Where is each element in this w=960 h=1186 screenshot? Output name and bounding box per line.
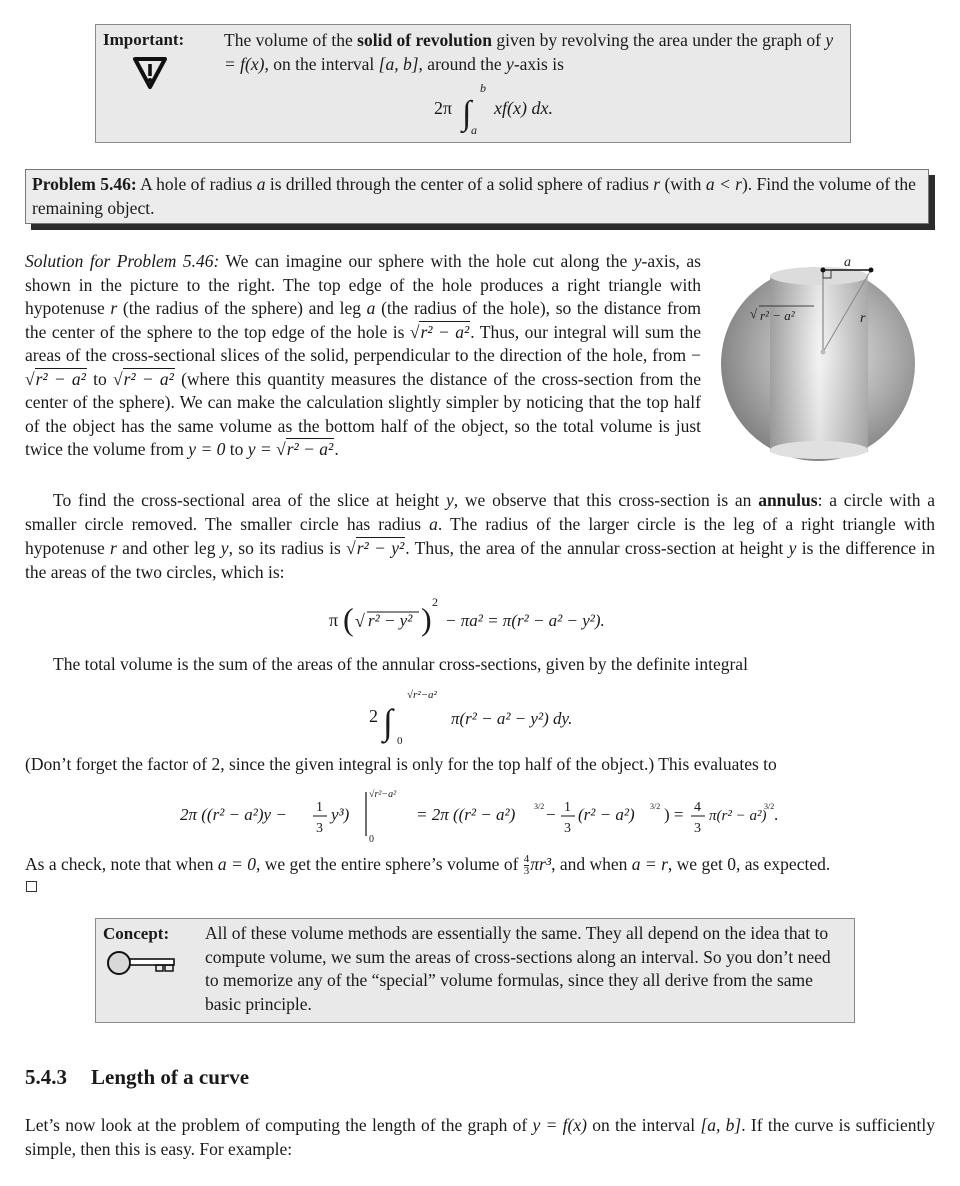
label-a: a: [844, 255, 851, 270]
sqrt-expression: √r² − a²: [276, 439, 334, 459]
svg-text:0: 0: [369, 834, 374, 845]
upper-limit: b: [480, 81, 486, 95]
svg-text:√: √: [355, 611, 365, 631]
factor-of-two-sentence: (Don’t forget the factor of 2, since the given integral is only for the top half of the object.) This evaluates to: [25, 754, 777, 774]
hole-cylinder: [770, 276, 868, 452]
annulus-area-equation: [325, 592, 635, 644]
problem-label: Problem 5.46:: [32, 174, 137, 194]
label-sqrt: r² − a²: [760, 308, 795, 323]
svg-text:2: 2: [432, 595, 438, 609]
key-icon: [106, 950, 178, 976]
svg-text:π(r² − a² − y²) dy.: π(r² − a² − y²) dy.: [451, 709, 573, 728]
important-side: [103, 28, 224, 136]
svg-text:1: 1: [316, 800, 323, 815]
important-callout: [95, 24, 851, 143]
four-thirds-fraction: $\frac{4}{3}$: [523, 853, 530, 878]
svg-text:4: 4: [694, 800, 701, 815]
svg-text:) =: ) =: [664, 805, 684, 824]
svg-text:√r²−a²: √r²−a²: [369, 789, 397, 800]
svg-text:(r² − a²): (r² − a²): [578, 805, 635, 824]
solution-label: Solution for Problem 5.46:: [25, 251, 220, 271]
label-sqrt-radical: √: [750, 306, 758, 321]
svg-text:π: π: [329, 610, 339, 630]
integrand: xf(x) dx.: [494, 98, 553, 118]
important-label: Important:: [103, 30, 185, 49]
concept-side: [103, 922, 205, 1016]
svg-text:= 2π ((r² − a²): = 2π ((r² − a²): [416, 805, 516, 824]
svg-text:3/2: 3/2: [534, 802, 545, 811]
important-main: [224, 28, 844, 136]
formula-coef: 2π: [434, 98, 453, 118]
concept-callout: [95, 918, 855, 1023]
svg-text:π(r² − a²): π(r² − a²): [709, 808, 767, 824]
solution-row: [25, 250, 935, 476]
sqrt-expression: √r² − y²: [346, 538, 405, 558]
svg-text:2: 2: [369, 706, 378, 726]
sqrt-expression: √r² − a²: [409, 321, 470, 342]
svg-text:): ): [421, 601, 432, 637]
sphere-with-hole-figure: [720, 254, 916, 476]
svg-text:3/2: 3/2: [764, 802, 775, 811]
concept-text: All of these volume methods are essentially the same. They all depend on the idea that to compute volume, we sum the areas of cross-sections along an interval. So you don’t need to memorize any of the “special” volume formulas, since they all derive from the same basic principle.: [205, 923, 831, 1014]
volume-integral-equation: [365, 684, 595, 748]
integral-sign: ∫: [462, 95, 472, 132]
section-heading: [25, 1063, 935, 1091]
lower-limit: a: [471, 123, 477, 136]
annulus-paragraph: To find the cross-sectional area of the slice at height y, we observe that this cross-section is an annulus: a circle with a smaller circle removed. The smaller circle has radius a. The radius of the larger circle is the leg of a right triangle with hypotenuse r and other leg y, so its radius is √r² − y². Thus, the area of the annular cross-section at height y is the difference in the areas of the two circles, which is:: [25, 490, 936, 582]
svg-text:√r²−a²: √r²−a²: [407, 689, 437, 701]
sqrt-expression: √r² − a²: [25, 368, 86, 389]
svg-text:r² − y²: r² − y²: [368, 611, 413, 630]
sqrt-expression: √r² − a²: [112, 368, 174, 389]
solution-paragraph: Solution for Problem 5.46: We can imagine our sphere with the hole cut along the y-axis, as shown in the picture to the right. The top edge of the hole produces a right triangle with hypotenuse r (the radius of the sphere) and leg a (the radius of the hole), so the distance from the center of the sphere to the top edge of the hole is √r² − a². Thus, our integral will sum the areas of the cross-sectional slices of the solid, perpendicular to the direction of the hole, from − √r² − a² to √r² − a² (where this quantity measures the distance of the cross-section from the center of the sphere). We can make the calculation slightly simpler by noticing that the top half of the object has the same volume as the bottom half of the object, so the total volume is just twice the volume from y = 0 to y = √r² − a².: [25, 251, 701, 459]
hole-bottom-ellipse: [770, 441, 868, 459]
concept-label: Concept:: [103, 924, 170, 944]
problem-box: Problem 5.46: A hole of radius a is drilled through the center of a solid sphere of radius r (with a < r). Find the volume of the remaining object.: [25, 169, 929, 224]
svg-text:1: 1: [564, 800, 571, 815]
svg-text:3/2: 3/2: [650, 802, 661, 811]
svg-text:2π ((r² − a²)y −: 2π ((r² − a²)y −: [180, 805, 287, 824]
section-number: 5.4.3: [25, 1065, 67, 1090]
qed-square-icon: [26, 881, 37, 892]
section-title: Length of a curve: [91, 1065, 250, 1090]
svg-text:3: 3: [694, 821, 701, 836]
page: [25, 0, 935, 1181]
shell-volume-formula: [434, 80, 634, 136]
label-r: r: [860, 311, 866, 326]
svg-text:(: (: [343, 601, 354, 637]
total-volume-sentence: The total volume is the sum of the areas of the annular cross-sections, given by the definite integral: [53, 654, 748, 674]
svg-text:−: −: [546, 805, 556, 824]
evaluated-integral-equation: [180, 784, 780, 848]
check-sentence: As a check, note that when a = 0, we get the entire sphere’s volume of $\frac{4}{3}$ πr³, and when a = r, we get 0, as expected.: [25, 853, 831, 878]
warning-triangle-icon: [132, 56, 168, 90]
svg-text:− πa² = π(r² − a² − y²).: − πa² = π(r² − a² − y²).: [445, 611, 605, 630]
important-text: The volume of the solid of revolution given by revolving the area under the graph of y = f(x), on the interval [a, b], around the y-axis is: [224, 30, 834, 74]
svg-text:∫: ∫: [383, 702, 393, 742]
svg-text:.: .: [774, 805, 779, 824]
svg-text:3: 3: [564, 821, 571, 836]
svg-text:0: 0: [397, 735, 403, 747]
curve-length-intro: Let’s now look at the problem of computing the length of the graph of y = f(x) on the interval [a, b]. If the curve is sufficiently simple, then this is easy. For example:: [25, 1115, 935, 1160]
svg-text:y³): y³): [331, 805, 350, 824]
svg-text:3: 3: [316, 821, 323, 836]
